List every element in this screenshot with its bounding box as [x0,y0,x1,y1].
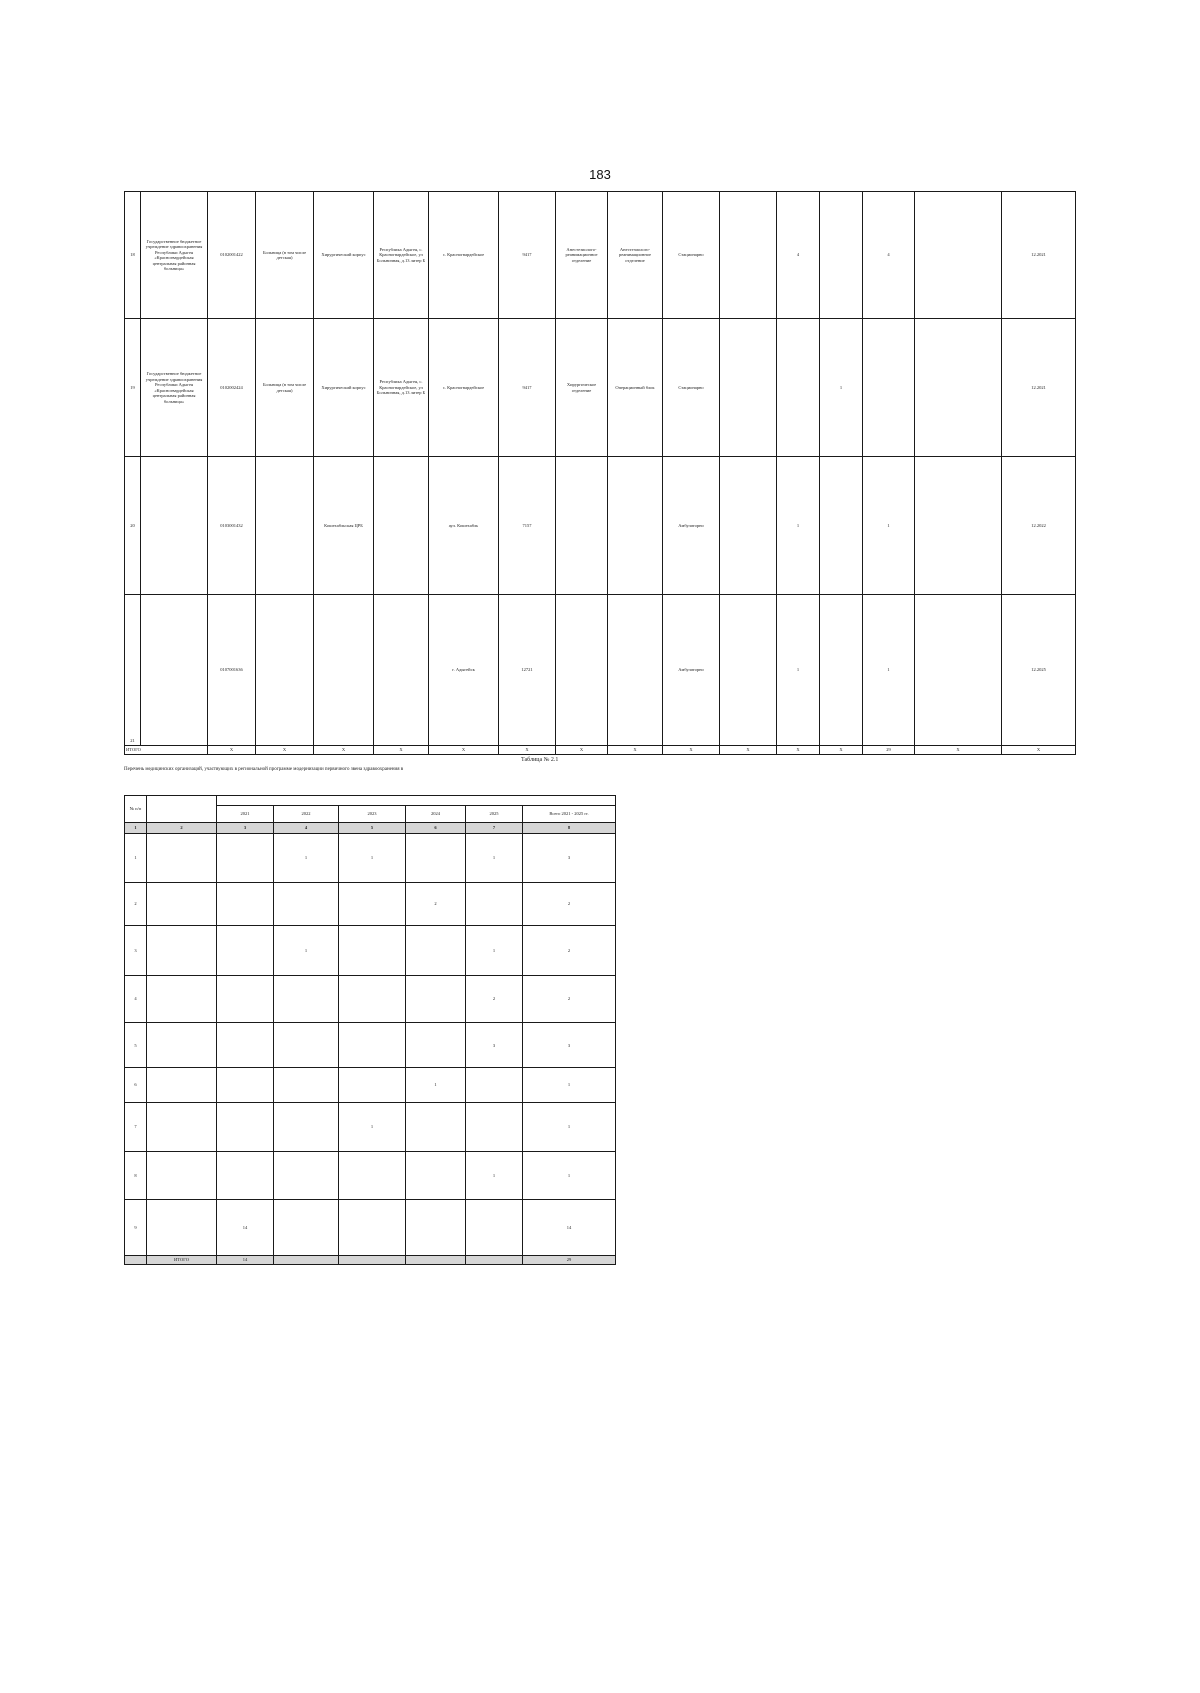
table-2-title: Перечень медицинских организаций, участвующих в региональной программе модернизации первичного звена здравоохранения в [124,767,404,772]
year-value: 2 [466,975,523,1022]
year-value: 2 [523,975,616,1022]
year-value: 1 [523,1102,616,1152]
year-value [274,1023,339,1068]
cell-type: Больница (в том числе детская) [256,319,314,457]
year-value [339,1152,406,1199]
cell-qty-a [777,319,820,457]
row-number: 5 [125,1023,147,1068]
cell-basis [915,319,1002,457]
year-value [466,883,523,926]
year-value: 14 [523,1199,616,1255]
cell-qty-b [820,192,863,319]
total-number-cell [125,1255,147,1264]
index-cell: 4 [274,822,339,833]
cell-equipment [720,457,777,595]
header-group [217,796,616,806]
cell-population: 9417 [499,319,556,457]
cell-qty-a: 1 [777,457,820,595]
table-row [125,594,1076,745]
cell-dept2: Операционный блок [608,319,663,457]
year-value [339,926,406,976]
total-cell: 29 [863,745,915,754]
table-row [125,1102,616,1152]
year-value: 1 [339,1102,406,1152]
table-total-row [125,745,1076,754]
header-year: 2024 [406,805,466,822]
year-value [339,883,406,926]
cell-qty-c: 1 [863,594,915,745]
year-value [466,1068,523,1102]
cell-basis [915,457,1002,595]
index-cell: 7 [466,822,523,833]
total-cell: X [915,745,1002,754]
year-value [339,1199,406,1255]
year-value [339,975,406,1022]
cell-qty-a: 4 [777,192,820,319]
index-cell: 1 [125,822,147,833]
table-row [125,1199,616,1255]
year-value: 1 [274,833,339,883]
year-value [406,926,466,976]
year-value [406,1152,466,1199]
cell-dept1: Хирургическое отделение [556,319,608,457]
year-value: 3 [523,833,616,883]
cell-type [256,594,314,745]
cell-dept1: Анестезиолого-реанимационное отделение [556,192,608,319]
cell-unit: Кошехабльская ЦРБ [314,457,374,595]
cell-care: Амбулаторно [663,457,720,595]
cell-org [141,457,208,595]
cell-org: Государственное бюджетное учреждение здравоохранения Республики Адыгея «Красногвардейская центральная районная больница» [141,319,208,457]
table-row [125,1023,616,1068]
year-value [406,1199,466,1255]
main-table-body [125,192,1076,755]
table-2-label: Таблица № 2.1 [521,757,559,763]
total-value: 29 [523,1255,616,1264]
year-value: 1 [466,1152,523,1199]
total-cell: X [556,745,608,754]
total-cell: X [314,745,374,754]
total-cell: X [1002,745,1076,754]
cell-equipment [720,594,777,745]
year-value [339,1023,406,1068]
header-year: 2023 [339,805,406,822]
table-row [125,975,616,1022]
organizations-table-body [125,796,616,1265]
cell-qty-c: 1 [863,457,915,595]
header-name [147,796,217,823]
year-value: 1 [466,926,523,976]
cell-n: 18 [125,192,141,319]
cell-population: 12721 [499,594,556,745]
header-number: № п/п [125,796,147,823]
cell-year: 12.2025 [1002,594,1076,745]
year-value [217,833,274,883]
column-index-row [125,822,616,833]
cell-locality: г. Адыгейск [429,594,499,745]
total-cell: X [720,745,777,754]
year-value: 3 [466,1023,523,1068]
org-name [147,926,217,976]
cell-qty-b: 1 [820,319,863,457]
row-number: 8 [125,1152,147,1199]
cell-locality: с. Красногвардейское [429,319,499,457]
cell-address [374,457,429,595]
cell-address: Республика Адыгея, с. Красногвардейское, ул Больничная, д.13 литер Б [374,192,429,319]
cell-unit: Хирургический корпус [314,319,374,457]
organizations-table [124,795,616,1265]
year-value: 1 [274,926,339,976]
cell-equipment [720,319,777,457]
table-row [125,319,1076,457]
cell-code: 0102001422 [208,192,256,319]
total-cell: X [208,745,256,754]
page-number: 183 [589,167,611,182]
cell-care: Амбулаторно [663,594,720,745]
year-value: 1 [466,833,523,883]
year-value [274,1102,339,1152]
cell-qty-b [820,457,863,595]
cell-unit [314,594,374,745]
year-value [217,926,274,976]
cell-dept1 [556,457,608,595]
row-number: 7 [125,1102,147,1152]
year-value [406,833,466,883]
year-value: 2 [523,926,616,976]
cell-qty-c [863,319,915,457]
year-value: 3 [523,1023,616,1068]
year-value [406,1102,466,1152]
year-value [217,1102,274,1152]
total-cell: X [820,745,863,754]
org-name [147,975,217,1022]
year-value: 2 [406,883,466,926]
total-cell: X [608,745,663,754]
year-value [339,1068,406,1102]
year-value: 2 [523,883,616,926]
org-name [147,1152,217,1199]
header-year: 2021 [217,805,274,822]
cell-n: 20 [125,457,141,595]
cell-locality: с. Красногвардейское [429,192,499,319]
year-value [217,975,274,1022]
cell-org [141,594,208,745]
cell-qty-c: 4 [863,192,915,319]
cell-care: Стационарно [663,319,720,457]
table-row [125,883,616,926]
header-year: 2025 [466,805,523,822]
year-value [217,1152,274,1199]
year-value: 14 [217,1199,274,1255]
total-cell: X [663,745,720,754]
cell-code: 0102002424 [208,319,256,457]
org-name [147,1102,217,1152]
org-name [147,1023,217,1068]
year-value: 1 [523,1152,616,1199]
cell-basis [915,192,1002,319]
row-number: 9 [125,1199,147,1255]
table-row [125,833,616,883]
header-year: Всего 2021 - 2025 гг. [523,805,616,822]
year-value [274,883,339,926]
cell-type: Больница (в том числе детская) [256,192,314,319]
cell-org: Государственное бюджетное учреждение здравоохранения Республики Адыгея «Красногвардейская центральная районная больница» [141,192,208,319]
year-value: 1 [339,833,406,883]
total-label: ИТОГО [147,1255,217,1264]
year-value [274,1152,339,1199]
org-name [147,833,217,883]
row-number: 1 [125,833,147,883]
cell-dept2: Анестезиолого-реанимационное отделение [608,192,663,319]
total-value [274,1255,339,1264]
total-value: 14 [217,1255,274,1264]
cell-dept2 [608,457,663,595]
cell-year: 12.2022 [1002,457,1076,595]
cell-n: 21 [125,594,141,745]
year-value [217,1068,274,1102]
total-value [406,1255,466,1264]
cell-address: Республика Адыгея, с. Красногвардейское, ул Больничная, д.13 литер Б [374,319,429,457]
year-value [274,1199,339,1255]
cell-locality: аул. Кошехабль [429,457,499,595]
table-row [125,192,1076,319]
year-value [406,1023,466,1068]
index-cell: 8 [523,822,616,833]
org-name [147,883,217,926]
index-cell: 3 [217,822,274,833]
year-value [217,883,274,926]
cell-dept2 [608,594,663,745]
org-name [147,1068,217,1102]
org-name [147,1199,217,1255]
total-value [466,1255,523,1264]
year-value [466,1199,523,1255]
year-value: 1 [406,1068,466,1102]
cell-care: Стационарно [663,192,720,319]
main-equipment-table [124,191,1076,755]
header-row [125,796,616,806]
cell-qty-b [820,594,863,745]
index-cell: 2 [147,822,217,833]
year-value [217,1023,274,1068]
cell-equipment [720,192,777,319]
index-cell: 6 [406,822,466,833]
cell-year: 12.2021 [1002,192,1076,319]
cell-n: 19 [125,319,141,457]
year-value [274,975,339,1022]
row-number: 4 [125,975,147,1022]
total-cell: X [499,745,556,754]
cell-population: 9417 [499,192,556,319]
cell-code: 0103001432 [208,457,256,595]
row-number: 3 [125,926,147,976]
cell-qty-a: 1 [777,594,820,745]
table-row [125,1068,616,1102]
year-value: 1 [523,1068,616,1102]
row-number: 6 [125,1068,147,1102]
year-value [466,1102,523,1152]
cell-year: 12.2021 [1002,319,1076,457]
table-row [125,926,616,976]
table-row [125,1152,616,1199]
header-year: 2022 [274,805,339,822]
index-cell: 5 [339,822,406,833]
total-cell: X [374,745,429,754]
total-cell: X [256,745,314,754]
table-total-row [125,1255,616,1264]
row-number: 2 [125,883,147,926]
cell-unit: Хирургический корпус [314,192,374,319]
year-value [406,975,466,1022]
cell-type [256,457,314,595]
cell-population: 7157 [499,457,556,595]
total-cell: X [777,745,820,754]
cell-dept1 [556,594,608,745]
cell-code: 0107001636 [208,594,256,745]
total-cell: X [429,745,499,754]
cell-address [374,594,429,745]
table-row [125,457,1076,595]
cell-basis [915,594,1002,745]
total-label: ИТОГО [125,745,208,754]
total-value [339,1255,406,1264]
year-value [274,1068,339,1102]
